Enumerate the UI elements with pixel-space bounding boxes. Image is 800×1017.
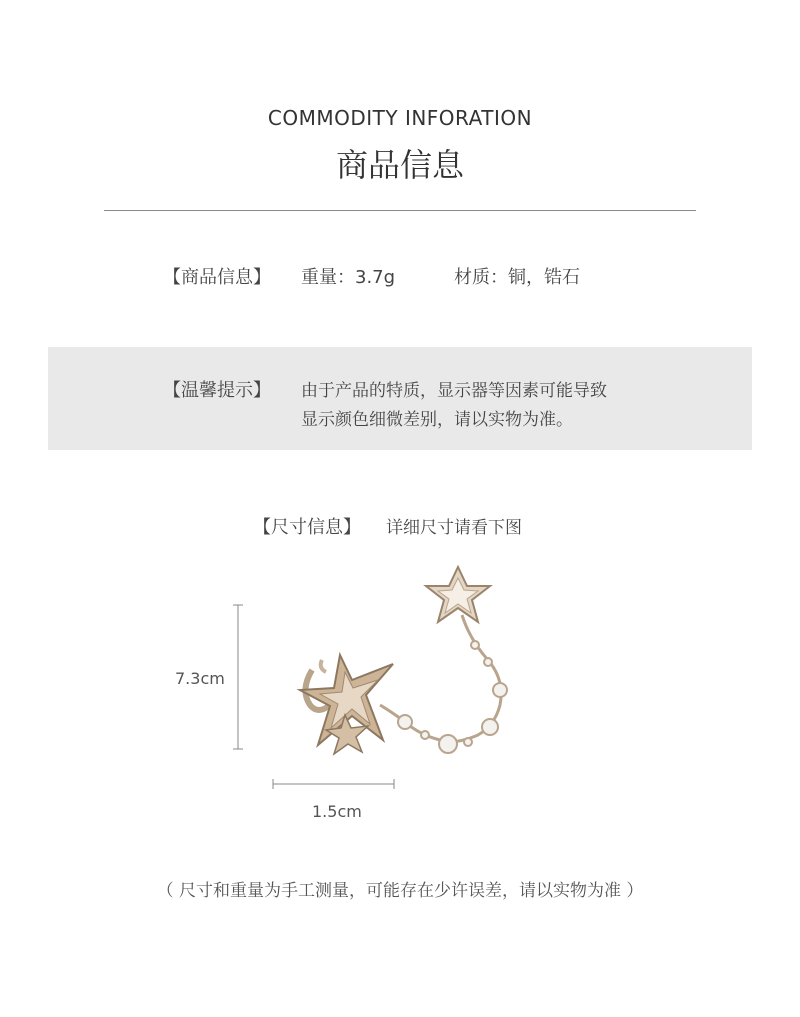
height-label: 7.3cm <box>175 669 225 688</box>
size-note: 详细尺寸请看下图 <box>386 518 522 538</box>
measurement-footnote: （ 尺寸和重量为手工测量，可能存在少许误差，请以实物为准 ） <box>156 881 644 901</box>
width-label: 1.5cm <box>312 802 362 821</box>
star-cuff-earring <box>300 655 393 754</box>
star-stud <box>426 567 490 622</box>
info-label: 【商品信息】 <box>163 267 271 288</box>
tips-line-1: 由于产品的特质，显示器等因素可能导致 <box>301 381 607 401</box>
tips-line-2: 显示颜色细微差别，请以实物为准。 <box>301 410 573 430</box>
chain-crystals <box>398 641 507 753</box>
size-label: 【尺寸信息】 <box>253 517 361 538</box>
section-title-en: COMMODITY INFORATION <box>267 106 533 130</box>
tips-label: 【温馨提示】 <box>163 380 271 401</box>
section-title-cn: 商品信息 <box>335 146 464 184</box>
height-dimension-line <box>233 605 243 749</box>
width-dimension-line <box>273 779 394 789</box>
weight-text: 重量：3.7g <box>301 267 396 288</box>
material-text: 材质：铜，锆石 <box>454 267 580 288</box>
